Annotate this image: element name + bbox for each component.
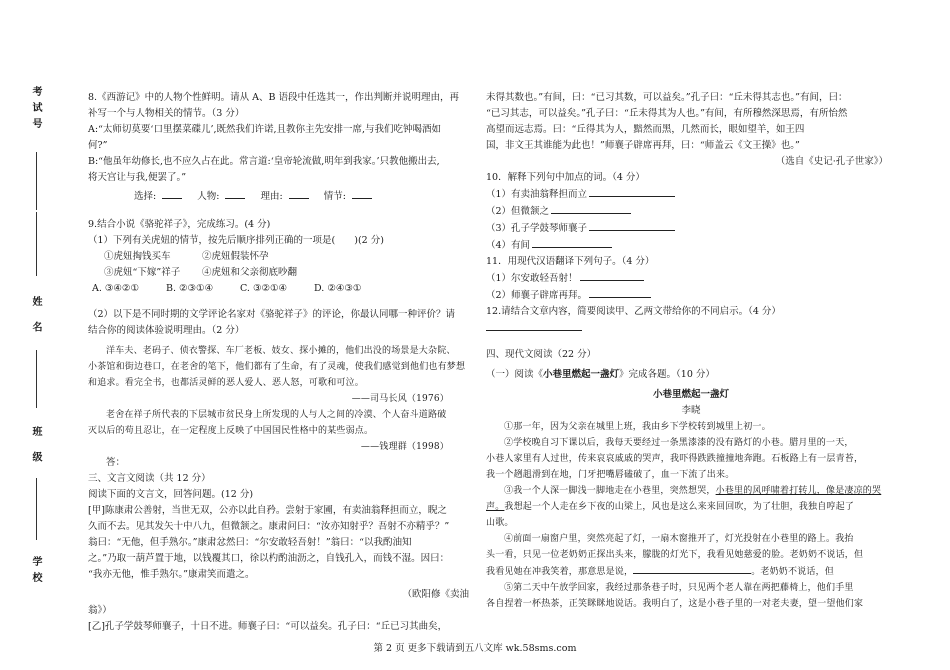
q12-title: 12.请结合文章内容，简要阅读甲、乙两文带给你的不同启示。（4 分） [486,306,781,317]
q11-item [486,270,896,287]
section3-intro: 阅读下面的文言文，回答问题。(12 分) [88,489,254,500]
q10-title: 10．解释下列句中加点的词。（4 分） [486,172,645,183]
q8-line: A:“太师切莫要‘口里摆菜碟儿’,既然我们许诺,且教你主先安排一席,与我们吃钟喝酒如 [88,124,442,135]
passage-jia-source: 翁》） [88,605,112,616]
section4-sub1-suffix: 》完成各题。（10 分） [619,369,715,380]
school-line [36,478,37,540]
plot-blank[interactable] [352,188,372,199]
q12-answer-line[interactable] [486,320,582,331]
q8-line: B:“他虽年幼修长,也不应久占在此。常言道:‘皇帝轮流做,明年到我家。’只教他搬出去, [88,156,440,167]
article-para: 我一个趔趄滑到在地，门牙把嘴唇磕破了，血一下流了出来。 [486,470,735,480]
q10-item-text: （3）孔子学鼓琴师襄子 [486,223,588,234]
passage-yi-line: “已习其志，可以益矣。”孔子曰：“丘未得其为人也。”有间，有所穆然深思焉，有所怡然 [486,108,848,119]
article-para: ②学校晚自习下课以后，我每天要经过一条黑漆漆的没有路灯的小巷。腊月里的一天， [504,438,854,448]
quote2-line: 灭以后的苟且忍让，在一定程度上反映了中国国民性格中的某些弱点。 [88,426,374,436]
exam-no-line [36,152,37,210]
article-author: 李晓 [681,405,701,416]
character-label: 人物: [197,191,220,202]
q10-item [486,237,896,254]
q8-line: 8.《西游记》中的人物个性鲜明。请从 A、B 语段中任选其一，作出判断并说明理由，再 [88,92,459,103]
q9-choices [88,281,473,297]
quote1-line: 小茶馆和街边巷口，在老舍的笔下，他们都有了生命，有了灵魂，使我们感觉到他们也有梦想 [88,362,466,372]
article-para: ④前面一扇窗户里，突然亮起了灯，一扇木窗推开了，灯光投射在小巷里的路上。我抬 [504,534,854,544]
choice-blank[interactable] [162,188,182,199]
q8-line: 补写一个与人物相关的情节。（3 分） [88,108,245,119]
answer-blank[interactable] [589,186,675,197]
q8-fill-row [88,188,473,205]
q11-title: 11．用现代汉语翻译下列句子。（4 分） [486,256,655,267]
article-para: 头一看，只见一位老奶奶正探出头来，朦胧的灯光下，我看见她慈爱的脸。老奶奶不说话，但 [486,550,864,560]
q9-option-row [88,265,473,281]
reason-label: 理由: [260,191,283,202]
q9-sub2-line: 结合你的阅读体验说明理由。（2 分） [88,325,245,336]
q9-option-row [88,249,473,265]
exam-no-label: 考试号 [30,86,41,134]
q10-item [486,186,896,203]
section4-sub1-prefix: （一）阅读《 [486,369,544,380]
choice-a[interactable]: A. ③④②① [92,283,139,294]
q10-item [486,220,896,237]
school-label: 学校 [30,556,41,588]
article-para [486,563,896,580]
quote1-line: 洋车夫、老码子、侦衣警探、车厂老板、妓女、探小摊的，他们出没的场景是大杂院、 [106,346,456,356]
article-para-text: 。老奶奶不说话，但 [751,567,835,577]
section3-title: 三、文言文阅读（共 12 分） [88,473,211,484]
article-para: ①那一年，因为父亲在城里上班，我由乡下学校转到城里上初一。 [504,422,771,432]
q9-option: ④虎妞和父亲彻底吵翻 [202,267,298,278]
q11-item [486,287,896,304]
choice-d[interactable]: D. ②④③① [314,283,362,294]
name-line [36,212,37,276]
q9-sub1: （1）下列有关虎妞的情节，按先后顺序排列正确的一项是( )(2 分) [88,235,384,246]
q8-line: 何?” [88,140,108,151]
underlined-sentence: 小巷里的风呼啸着打转儿，像是凄凉的哭 [715,486,882,496]
q10-item-text: （4）有间 [486,240,531,251]
article-para [486,499,896,515]
q9-option: ①虎妞掏钱买车 [104,251,171,262]
plot-label: 情节: [323,191,346,202]
answer-blank[interactable] [589,287,651,298]
article-para-text: 我想起一个人走在乡下夜的山梁上，风也是这么来来回回吹，为了壮胆，我独自哼起了 [504,502,855,512]
article-para-text: ③我一个人深一脚浅一脚地走在小巷里，突然想哭， [504,486,716,496]
article-para: 小巷人家里有人过世，传来哀哀戚戚的哭声，我吓得跌跌撞撞地奔跑。石板路上有一层青苔， [486,454,864,464]
right-column [486,90,896,612]
answer-blank[interactable] [589,220,675,231]
passage-jia-line: “我亦无他，惟手熟尔。”康肃笑而遣之。 [88,569,255,580]
article-para: 山歌。 [486,518,514,528]
character-blank[interactable] [225,188,245,199]
q11-item-text: （1）尔安敢轻吾射！ [486,273,578,284]
passage-jia-line: [甲]陈康肃公善射，当世无双，公亦以此自矜。尝射于家圃，有卖油翁释担而立，睨之 [88,505,447,516]
passage-jia-source: （欧阳修《卖油 [402,589,469,600]
q11-item-text: （2）师襄子辟席再拜。 [486,290,588,301]
q9-option: ②虎妞假装怀孕 [202,251,269,262]
section4-sub1-title: 小巷里燃起一盏灯 [543,369,620,380]
q9-title: 9.结合小说《骆驼祥子》，完成练习。(4 分) [88,219,271,230]
answer-blank[interactable] [580,270,644,281]
article-para: 各自捏着一杯热茶，正笑眯眯地说话。我明白了，这是小巷子里的一对老夫妻，望一望他们家 [486,599,864,609]
answer-blank[interactable] [551,203,631,214]
passage-yi-line: 未得其数也。”有间，曰：“已习其数，可以益矣。”孔子曰：“丘未得其志也。”有间，曰： [486,92,848,103]
choice-b[interactable]: B. ②③①④ [166,283,214,294]
passage-yi-line: 国，非文王其谁能为此也！”师襄子辟席再拜，曰：“师盖云《文王操》也。” [486,140,800,151]
passage-yi-source: （选自《史记·孔子世家》） [775,156,888,167]
quote2-line: 老舍在祥子所代表的下层城市贫民身上所发现的人与人之间的冷漠、个人奋斗道路破 [106,410,447,420]
q9-option: ③虎妞“下嫁”祥子 [104,267,181,278]
underlined-sentence-end: 声。 [486,502,505,512]
choice-c[interactable]: C. ③②①④ [240,283,288,294]
article-title: 小巷里燃起一盏灯 [652,389,729,400]
quote1-line: 和追求。看完全书，也都活灵鲜的恶人爱人、恶人怒，可歌和可泣。 [88,378,365,388]
passage-yi-line: [乙]孔子学鼓琴师襄子，十日不进。师襄子曰：“可以益矣。孔子曰：“丘已习其曲矣， [88,621,448,632]
section4-title: 四、现代文阅读（22 分） [486,349,597,360]
q10-item-text: （1）有卖油翁释担而立 [486,189,588,200]
passage-jia-line: 之。”乃取一葫芦置于地，以钱覆其口，徐以杓酌油沥之，自钱孔入，而钱不湿。因曰： [88,553,450,564]
answer-blank[interactable] [532,237,612,248]
article-para [486,483,896,499]
q8-line: 将天宫让与我,便罢了。” [88,172,187,183]
article-para: ⑤第二天中午放学回家，我经过那条巷子时，只见两个老人靠在两把藤椅上，他们手里 [504,583,854,593]
answer-label[interactable]: 答： [106,457,126,468]
section4-sub1 [486,367,896,383]
q10-item [486,203,896,220]
fill-in-blank[interactable] [633,563,751,574]
choice-label: 选择: [134,191,157,202]
quote2-source: ——钱理群（1998） [360,442,449,452]
name-label: 姓 名 [30,296,41,338]
q10-item-text: （2）但微颔之 [486,206,550,217]
passage-jia-line: 久而不去。见其发矢十中八九，但微颔之。康肃问曰：“汝亦知射乎？吾射不亦精乎？” [88,521,450,532]
passage-yi-line: 高望而远志焉。曰：“丘得其为人，黯然而黑，几然而长，眼如望羊，如王四 [486,124,805,135]
reason-blank[interactable] [289,188,309,199]
article-para-text: 我看见她在冲我笑着，那意思是说， [486,567,634,577]
quote1-source: ——司马长风（1976） [351,394,449,404]
q9-sub2-line: （2）以下是不同时期的文学评论名家对《骆驼祥子》的评论，你最认同哪一种评价？请 [88,309,456,320]
class-label: 班 级 [30,426,41,468]
passage-jia-line: 翁曰：“无他，但手熟尔。”康肃忿然曰：“尔安敢轻吾射！”翁曰：“以我酌油知 [88,537,412,548]
class-line [36,350,37,408]
left-column [88,90,473,635]
page-footer: 第 2 页 更多下载请到五八文库 wk.58sms.com [373,643,577,654]
